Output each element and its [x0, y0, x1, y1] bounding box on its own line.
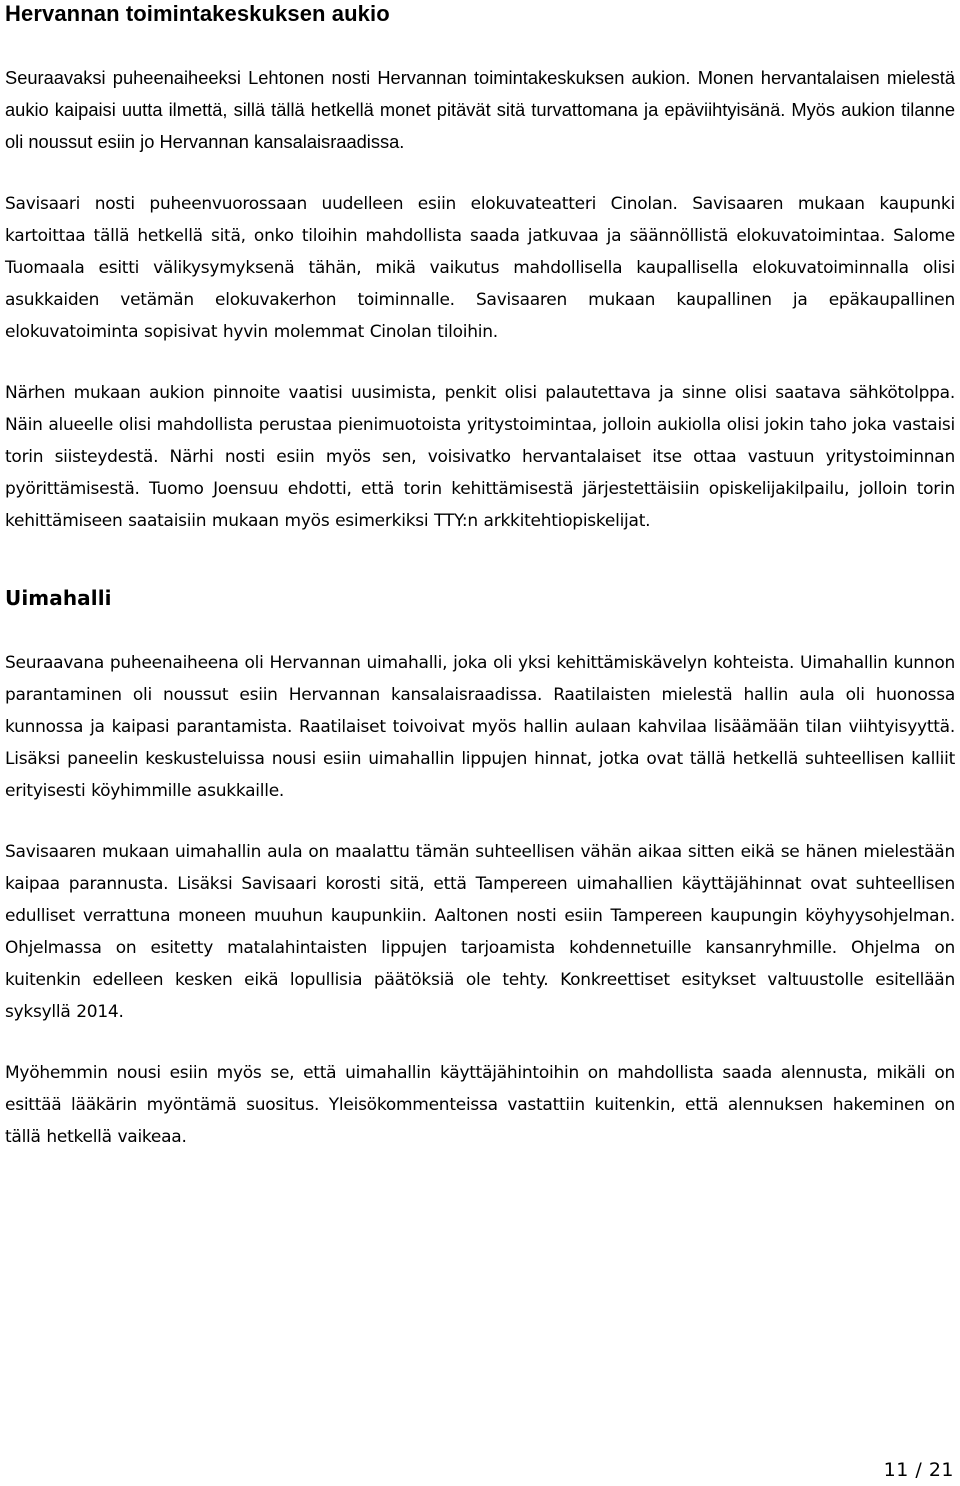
- paragraph: Seuraavana puheenaiheena oli Hervannan uimahalli, joka oli yksi kehittämiskävelyn kohteista. Uimahallin kunnon parantaminen oli noussut esiin Hervannan kansalaisraadissa. Raatilaisten mielestä hallin aula oli huonossa kunnossa ja kaipasi parantamista. Raatilaiset toivoivat myös hallin aulaan kahvilaa lisäämään tilan viihtyisyyttä. Lisäksi paneelin keskusteluissa nousi esiin uimahallin lippujen hinnat, jotka ovat tällä hetkellä suhteellisen kalliit erityisesti köyhimmille asukkaille.: [5, 653, 955, 801]
- paragraph: Myöhemmin nousi esiin myös se, että uimahallin käyttäjähintoihin on mahdollista saada alennusta, mikäli on esittää lääkärin myöntämä suositus. Yleisökommenteissa vastattiin kuitenkin, että alennuksen hakeminen on tällä hetkellä vaikeaa.: [5, 1063, 955, 1147]
- page-number: 11 / 21: [883, 1459, 954, 1481]
- paragraph: Savisaaren mukaan uimahallin aula on maalattu tämän suhteellisen vähän aikaa sitten eikä se hänen mielestään kaipaa parannusta. Lisäksi Savisaari korosti sitä, että Tampereen uimahallien käyttäjähinnat ovat suhteellisen edulliset verrattuna moneen muuhun kaupunkiin. Aaltonen nosti esiin Tampereen kaupungin köyhyysohjelman. Ohjelmassa on esitetty matalahintaisten lippujen tarjoamista kohdennetuille kansanryhmille. Ohjelma on kuitenkin edelleen kesken eikä lopullisia päätöksiä ole tehty. Konkreettiset esitykset valtuustolle esitellään syksyllä 2014.: [5, 842, 955, 1022]
- section-heading-toimintakeskuksen-aukio: Hervannan toimintakeskuksen aukio: [5, 1, 390, 26]
- paragraph: Seuraavaksi puheenaiheeksi Lehtonen nosti Hervannan toimintakeskuksen aukion. Monen hervantalaisen mielestä aukio kaipaisi uutta ilmettä, sillä tällä hetkellä monet pitävät sitä turvattomana ja epäviihtyisänä. Myös aukion tilanne oli noussut esiin jo Hervannan kansalaisraadissa.: [5, 67, 955, 152]
- section-heading-uimahalli: Uimahalli: [5, 586, 112, 610]
- paragraph: Savisaari nosti puheenvuorossaan uudelleen esiin elokuvateatteri Cinolan. Savisaaren mukaan kaupunki kartoittaa tällä hetkellä sitä, onko tiloihin mahdollista saada jatkuvaa ja säännöllistä elokuvatoimintaa. Salome Tuomaala esitti välikysymyksenä tähän, mikä vaikutus mahdollisella kaupallisella elokuvatoiminnalla olisi asukkaiden vetämän elokuvakerhon toiminnalle. Savisaaren mukaan kaupallinen ja epäkaupallinen elokuvatoiminta sopisivat hyvin molemmat Cinolan tiloihin.: [5, 194, 955, 342]
- paragraph: Närhen mukaan aukion pinnoite vaatisi uusimista, penkit olisi palautettava ja sinne olisi saatava sähkötolppa. Näin alueelle olisi mahdollista perustaa pienimuotoista yritystoimintaa, jolloin aukiolla olisi jokin taho joka vastaisi torin siisteydestä. Närhi nosti esiin myös sen, voisivatko hervantalaiset itse ottaa vastuun yritystoiminnan pyörittämisestä. Tuomo Joensuu ehdotti, että torin kehittämisestä järjestettäisiin opiskelijakilpailu, jolloin torin kehittämiseen saataisiin mukaan myös esimerkiksi TTY:n arkkitehtiopiskelijat.: [5, 383, 955, 531]
- document-page: [5, 0, 955, 1153]
